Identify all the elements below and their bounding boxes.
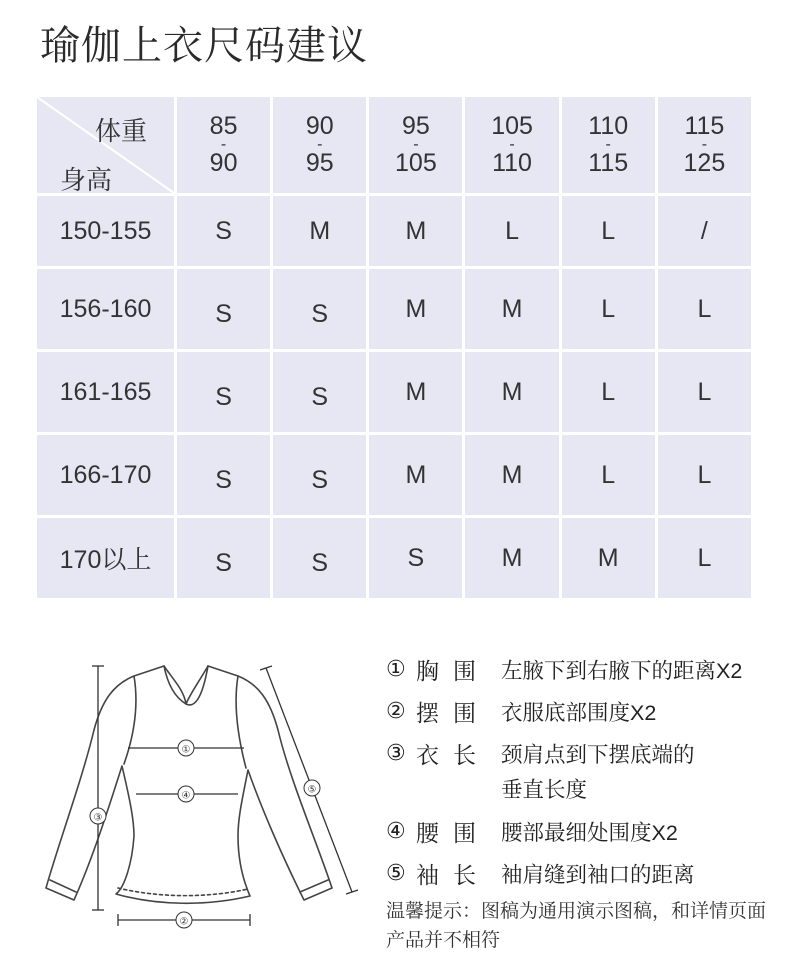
legend-number: ① — [386, 656, 406, 681]
size-cell: M — [562, 518, 655, 598]
size-cell: L — [658, 269, 751, 349]
size-cell: M — [369, 196, 462, 266]
size-cell: S — [177, 196, 270, 266]
size-chart-table — [34, 94, 754, 601]
legend-item-waist — [386, 810, 742, 852]
weight-axis-label: 体重 — [95, 116, 148, 146]
size-cell: / — [658, 196, 751, 266]
size-cell: M — [369, 269, 462, 349]
marker-length: ③ — [93, 812, 103, 824]
size-cell: S — [273, 518, 366, 598]
corner-cell — [37, 97, 174, 193]
size-cell: L — [658, 435, 751, 515]
legend-part: 摆围 — [416, 699, 490, 726]
legend-part: 衣长 — [416, 741, 490, 768]
weight-range-header: 105 - 110 — [465, 97, 558, 193]
marker-hem: ② — [179, 916, 189, 928]
table-row — [37, 518, 751, 598]
weight-range-header: 115 - 125 — [658, 97, 751, 193]
height-range-cell: 150-155 — [37, 196, 174, 266]
size-cell: S — [177, 352, 270, 432]
size-cell: M — [369, 435, 462, 515]
marker-sleeve: ⑤ — [307, 784, 317, 796]
size-cell: S — [177, 269, 270, 349]
size-cell: S — [177, 435, 270, 515]
size-cell: L — [658, 518, 751, 598]
weight-range-header: 90 - 95 — [273, 97, 366, 193]
size-cell: M — [273, 196, 366, 266]
size-cell: M — [465, 435, 558, 515]
measure-lines — [92, 666, 358, 926]
legend-part: 袖长 — [416, 861, 490, 888]
size-cell: L — [562, 196, 655, 266]
measurement-legend — [386, 648, 742, 894]
legend-item-chest — [386, 648, 742, 690]
legend-item-hem — [386, 690, 742, 732]
table-row — [37, 269, 751, 349]
height-range-cell: 166-170 — [37, 435, 174, 515]
marker-waist: ④ — [181, 790, 191, 802]
weight-range-header: 110 - 115 — [562, 97, 655, 193]
size-cell: L — [562, 269, 655, 349]
disclaimer-note: 温馨提示：图稿为通用演示图稿，和详情页面产品并不相符 — [386, 901, 767, 951]
page-title: 瑜伽上衣尺码建议 — [40, 24, 368, 68]
size-cell: L — [658, 352, 751, 432]
legend-number: ⑤ — [386, 860, 406, 885]
marker-chest: ① — [181, 744, 191, 756]
legend-desc: 颈肩点到下摆底端的 — [501, 742, 695, 767]
height-range-cell: 170以上 — [37, 518, 174, 598]
size-cell: S — [177, 518, 270, 598]
legend-number: ② — [386, 698, 406, 723]
height-axis-label: 身高 — [60, 165, 113, 193]
size-cell: L — [562, 435, 655, 515]
legend-desc: 衣服底部围度X2 — [501, 700, 657, 725]
weight-header-row — [37, 97, 751, 193]
size-cell: S — [273, 435, 366, 515]
legend-item-sleeve — [386, 852, 742, 894]
size-cell: M — [369, 352, 462, 432]
weight-range-header: 85 - 90 — [177, 97, 270, 193]
legend-desc: 袖肩缝到袖口的距离 — [501, 862, 695, 887]
legend-part: 胸围 — [416, 657, 490, 684]
shirt-measurement-diagram — [38, 660, 368, 940]
size-cell: S — [273, 269, 366, 349]
height-range-cell: 156-160 — [37, 269, 174, 349]
legend-number: ④ — [386, 818, 406, 843]
measure-markers — [90, 740, 320, 928]
legend-number: ③ — [386, 740, 406, 765]
table-row — [37, 196, 751, 266]
legend-desc: 左腋下到右腋下的距离X2 — [501, 658, 743, 683]
height-range-cell: 161-165 — [37, 352, 174, 432]
size-cell: S — [369, 518, 462, 598]
size-cell: M — [465, 269, 558, 349]
table-row — [37, 352, 751, 432]
legend-item-length — [386, 732, 742, 774]
legend-desc-continued: 垂直长度 — [501, 778, 588, 802]
size-cell: L — [465, 196, 558, 266]
weight-range-header: 95 - 105 — [369, 97, 462, 193]
shirt-outline — [46, 666, 332, 903]
size-cell: S — [273, 352, 366, 432]
legend-part: 腰围 — [416, 819, 490, 846]
table-row — [37, 435, 751, 515]
size-cell: M — [465, 352, 558, 432]
size-cell: L — [562, 352, 655, 432]
size-cell: M — [465, 518, 558, 598]
legend-desc: 腰部最细处围度X2 — [501, 820, 678, 845]
